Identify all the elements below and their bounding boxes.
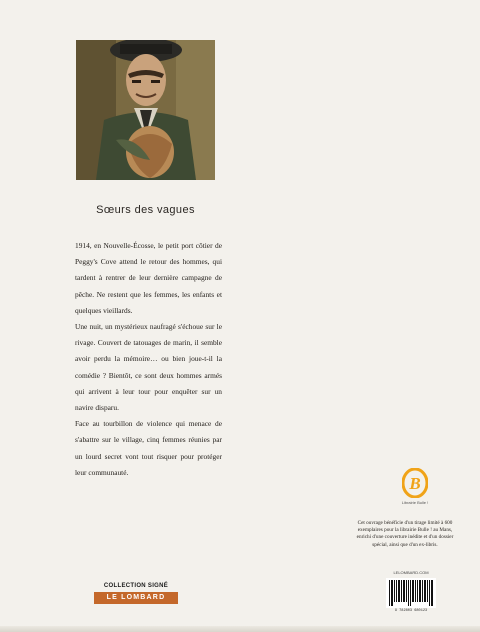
synopsis-paragraph: Face au tourbillon de violence qui menace de s'abattre sur le village, cinq femmes réunies par un lourd secret vont tout risquer pour protéger leur communauté. [75, 419, 222, 477]
publisher-badge: LE LOMBARD [94, 592, 178, 604]
barcode-bars [386, 578, 436, 608]
publisher-url: LELOMBARD.COM [393, 570, 429, 575]
collection-label: COLLECTION SIGNÉ [103, 583, 169, 589]
collection-logo [94, 583, 178, 604]
bookstore-logo-letter: B [409, 474, 421, 493]
bookstore-logo [402, 468, 428, 498]
synopsis-paragraph: Une nuit, un mystérieux naufragé s'échoue sur le rivage. Couvert de tatouages de marin, il semble avoir perdu la mémoire… ou bien joue-t-il la comédie ? Bientôt, ce sont deux hommes armés qui arrivent à leur tour pour enquêter sur un navire disparu. [75, 322, 222, 413]
barcode-number: 9 782803 680123 [394, 609, 428, 613]
book-title: Sœurs des vagues [96, 204, 195, 216]
cover-illustration [76, 40, 215, 180]
bookstore-caption: Librairie Bulle ! [401, 500, 429, 505]
page-bottom-edge [0, 626, 480, 632]
synopsis [75, 238, 222, 481]
barcode [386, 570, 436, 616]
synopsis-paragraph: 1914, en Nouvelle-Écosse, le petit port côtier de Peggy's Cove attend le retour des hommes, qui tardent à rentrer de leur dernière campagne de pêche. Ne restent que les femmes, les enfants et quelques vieillards. [75, 241, 222, 315]
limited-edition-note: Cet ouvrage bénéficie d'un tirage limité à 600 exemplaires pour la librairie Bulle ! au Mans, enrichi d'une couverture inédite et d'un dossier spécial, ainsi que d'un ex-libris. [356, 520, 454, 548]
